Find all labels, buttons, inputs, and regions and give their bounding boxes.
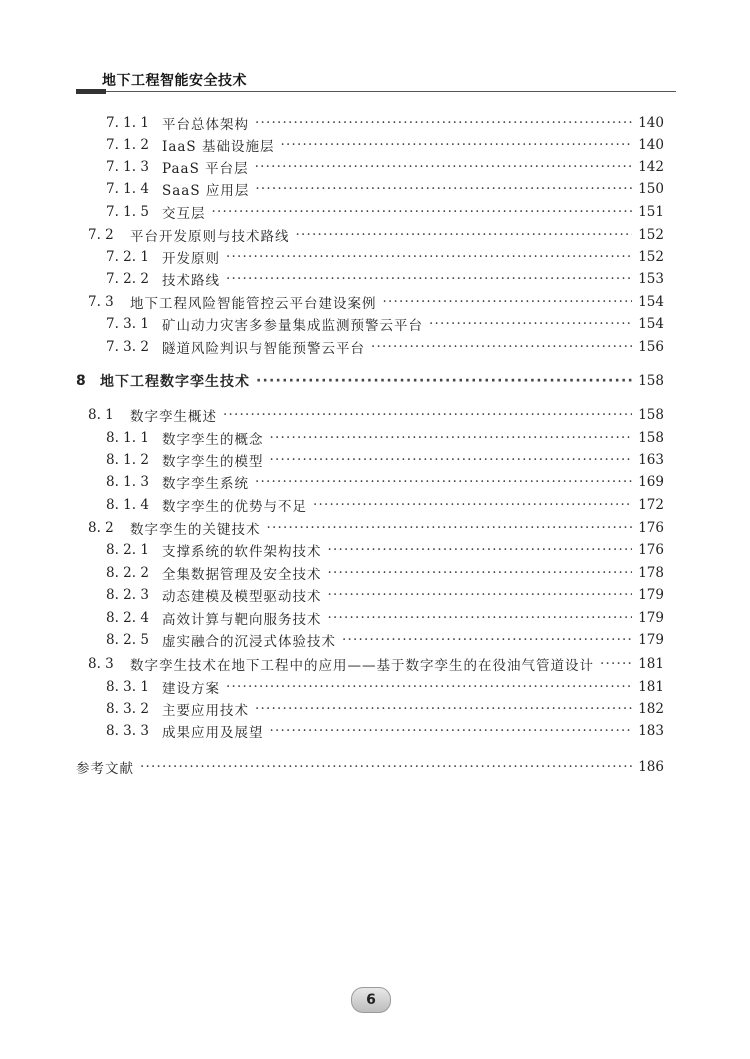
toc-subsection-entry[interactable]	[106, 720, 664, 742]
toc-entry-number: 8. 1. 1	[106, 430, 149, 446]
toc-subsection-entry[interactable]	[106, 607, 664, 629]
toc-subsection-entry[interactable]	[106, 676, 664, 698]
toc-entry-number: 8. 2. 1	[106, 542, 149, 558]
toc-entry-page: 153	[638, 271, 664, 287]
toc-subsection-entry[interactable]	[106, 427, 664, 449]
toc-entry-title: 主要应用技术	[162, 703, 249, 719]
toc-entry-title: 平台开发原则与技术路线	[130, 229, 290, 245]
toc-subsection-entry[interactable]	[106, 336, 664, 358]
toc-dot-leader	[226, 676, 632, 698]
toc-entry-page: 172	[638, 497, 664, 513]
toc-entry-page: 169	[638, 474, 664, 490]
toc-entry-title: 支撑系统的软件架构技术	[162, 544, 322, 560]
toc-dot-leader	[255, 178, 632, 200]
toc-entry-number: 7. 2	[88, 227, 114, 243]
toc-entry-page: 179	[638, 587, 664, 603]
toc-section-entry[interactable]	[88, 224, 664, 246]
toc-entry-number: 8. 2. 3	[106, 587, 149, 603]
toc-dot-leader	[255, 112, 632, 134]
toc-entry-page: 178	[638, 565, 664, 581]
toc-entry-title: PaaS 平台层	[162, 161, 249, 177]
toc-subsection-entry[interactable]	[106, 134, 664, 156]
toc-entry-number: 8. 1. 4	[106, 497, 149, 513]
toc-subsection-entry[interactable]	[106, 584, 664, 606]
toc-subsection-entry[interactable]	[106, 313, 664, 335]
toc-subsection-entry[interactable]	[106, 471, 664, 493]
toc-entry-title: IaaS 基础设施层	[162, 139, 275, 155]
toc-dot-leader	[255, 698, 632, 720]
toc-entry-number: 8. 2. 2	[106, 565, 149, 581]
toc-dot-leader	[270, 427, 633, 449]
toc-entry-number: 7. 1. 1	[106, 115, 149, 131]
toc-subsection-entry[interactable]	[106, 449, 664, 471]
toc-entry-title: 隧道风险判识与智能预警云平台	[162, 341, 365, 357]
toc-entry-title: 数字孪生的优势与不足	[162, 499, 307, 515]
toc-entry-title: 数字孪生技术在地下工程中的应用——基于数字孪生的在役油气管道设计	[130, 658, 594, 674]
toc-dot-leader	[328, 584, 633, 606]
toc-section-entry[interactable]	[88, 291, 664, 313]
toc-entry-title: 矿山动力灾害多参量集成监测预警云平台	[162, 318, 423, 334]
toc-entry-number: 7. 1. 2	[106, 137, 149, 153]
toc-entry-number: 8. 1	[88, 407, 114, 423]
toc-entry-page: 150	[638, 181, 664, 197]
toc-entry-page: 179	[638, 632, 664, 648]
toc-entry-page: 140	[638, 115, 664, 131]
toc-entry-title: 地下工程风险智能管控云平台建设案例	[130, 296, 377, 312]
toc-entry-number: 8. 3	[88, 656, 114, 672]
toc-subsection-entry[interactable]	[106, 246, 664, 268]
toc-entry-title: 数字孪生的概念	[162, 432, 264, 448]
toc-entry-page: 154	[638, 294, 664, 310]
toc-entry-page: 156	[638, 339, 664, 355]
toc-dot-leader	[212, 201, 633, 223]
toc-dot-leader	[342, 629, 632, 651]
toc-entry-number: 8. 2	[88, 520, 114, 536]
toc-dot-leader	[255, 471, 632, 493]
toc-entry-title: 全集数据管理及安全技术	[162, 567, 322, 583]
toc-subsection-entry[interactable]	[106, 539, 664, 561]
toc-dot-leader	[223, 404, 632, 426]
toc-subsection-entry[interactable]	[106, 629, 664, 651]
toc-entry-page: 182	[638, 701, 664, 717]
toc-dot-leader	[371, 336, 632, 358]
toc-entry-number: 7. 3	[88, 294, 114, 310]
toc-entry-number: 7. 3. 1	[106, 316, 149, 332]
toc-entry-title: 交互层	[162, 206, 206, 222]
toc-dot-leader	[270, 720, 633, 742]
toc-entry-page: 154	[638, 316, 664, 332]
toc-subsection-entry[interactable]	[106, 112, 664, 134]
toc-dot-leader	[140, 756, 632, 778]
toc-entry-title: 参考文献	[76, 761, 134, 777]
toc-entry-page: 158	[638, 407, 664, 423]
toc-entry-title: 建设方案	[162, 681, 220, 697]
toc-entry-page: 140	[638, 137, 664, 153]
toc-references-entry[interactable]	[76, 756, 664, 778]
toc-dot-leader	[328, 607, 633, 629]
toc-entry-title: 数字孪生概述	[130, 409, 217, 425]
toc-entry-number: 8	[76, 373, 86, 389]
toc-entry-page: 158	[638, 373, 664, 389]
toc-entry-number: 8. 3. 3	[106, 723, 149, 739]
toc-dot-leader	[313, 494, 632, 516]
toc-section-entry[interactable]	[88, 517, 664, 539]
toc-entry-page: 183	[638, 723, 664, 739]
toc-entry-title: 数字孪生的关键技术	[130, 522, 261, 538]
toc-dot-leader	[429, 313, 632, 335]
toc-entry-title: 动态建模及模型驱动技术	[162, 589, 322, 605]
toc-dot-leader	[267, 517, 633, 539]
toc-entry-page: 176	[638, 542, 664, 558]
page-number: 6	[366, 992, 376, 1008]
toc-subsection-entry[interactable]	[106, 698, 664, 720]
toc-entry-title: 高效计算与靶向服务技术	[162, 612, 322, 628]
toc-entry-page: 179	[638, 610, 664, 626]
toc-dot-leader	[255, 156, 633, 178]
toc-entry-title: 地下工程数字孪生技术	[100, 374, 250, 390]
toc-entry-number: 8. 1. 3	[106, 474, 149, 490]
toc-subsection-entry[interactable]	[106, 268, 664, 290]
toc-entry-number: 8. 3. 1	[106, 679, 149, 695]
toc-entry-page: 142	[638, 159, 664, 175]
toc-entry-page: 152	[638, 227, 664, 243]
toc-entry-title: 平台总体架构	[162, 117, 249, 133]
toc-dot-leader	[296, 224, 633, 246]
toc-subsection-entry[interactable]	[106, 178, 664, 200]
toc-entry-page: 181	[638, 656, 664, 672]
toc-subsection-entry[interactable]	[106, 494, 664, 516]
toc-section-entry[interactable]	[88, 404, 664, 426]
toc-section-entry[interactable]	[88, 653, 664, 675]
toc-entry-title: 数字孪生的模型	[162, 454, 264, 470]
toc-dot-leader	[328, 562, 633, 584]
toc-entry-number: 8. 1. 2	[106, 452, 149, 468]
toc-dot-leader	[256, 370, 632, 392]
toc-entry-page: 163	[638, 452, 664, 468]
book-title: 地下工程智能安全技术	[102, 73, 247, 89]
toc-dot-leader	[383, 291, 633, 313]
toc-dot-leader	[270, 449, 633, 471]
toc-entry-number: 7. 2. 1	[106, 249, 149, 265]
toc-entry-number: 8. 2. 5	[106, 632, 149, 648]
toc-entry-number: 7. 1. 3	[106, 159, 149, 175]
toc-entry-page: 176	[638, 520, 664, 536]
toc-dot-leader	[600, 653, 632, 675]
toc-entry-page: 151	[638, 204, 664, 220]
toc-entry-page: 152	[638, 249, 664, 265]
toc-entry-number: 8. 3. 2	[106, 701, 149, 717]
toc-subsection-entry[interactable]	[106, 156, 664, 178]
toc-entry-title: 成果应用及展望	[162, 725, 264, 741]
toc-dot-leader	[226, 246, 632, 268]
page-number-badge	[351, 987, 391, 1013]
toc-entry-page: 181	[638, 679, 664, 695]
toc-entry-title: SaaS 应用层	[162, 183, 250, 199]
toc-entry-page: 158	[638, 430, 664, 446]
toc-entry-title: 数字孪生系统	[162, 476, 249, 492]
toc-entry-number: 7. 3. 2	[106, 339, 149, 355]
toc-subsection-entry[interactable]	[106, 201, 664, 223]
toc-entry-number: 7. 2. 2	[106, 271, 149, 287]
toc-entry-title: 开发原则	[162, 251, 220, 267]
toc-subsection-entry[interactable]	[106, 562, 664, 584]
toc-dot-leader	[328, 539, 633, 561]
toc-entry-title: 虚实融合的沉浸式体验技术	[162, 634, 336, 650]
toc-chapter-entry[interactable]	[76, 370, 664, 392]
toc-entry-number: 8. 2. 4	[106, 610, 149, 626]
toc-entry-number: 7. 1. 5	[106, 204, 149, 220]
toc-dot-leader	[280, 134, 632, 156]
toc-dot-leader	[226, 268, 632, 290]
toc-entry-page: 186	[638, 759, 664, 775]
toc-entry-number: 7. 1. 4	[106, 181, 149, 197]
toc-entry-title: 技术路线	[162, 273, 220, 289]
